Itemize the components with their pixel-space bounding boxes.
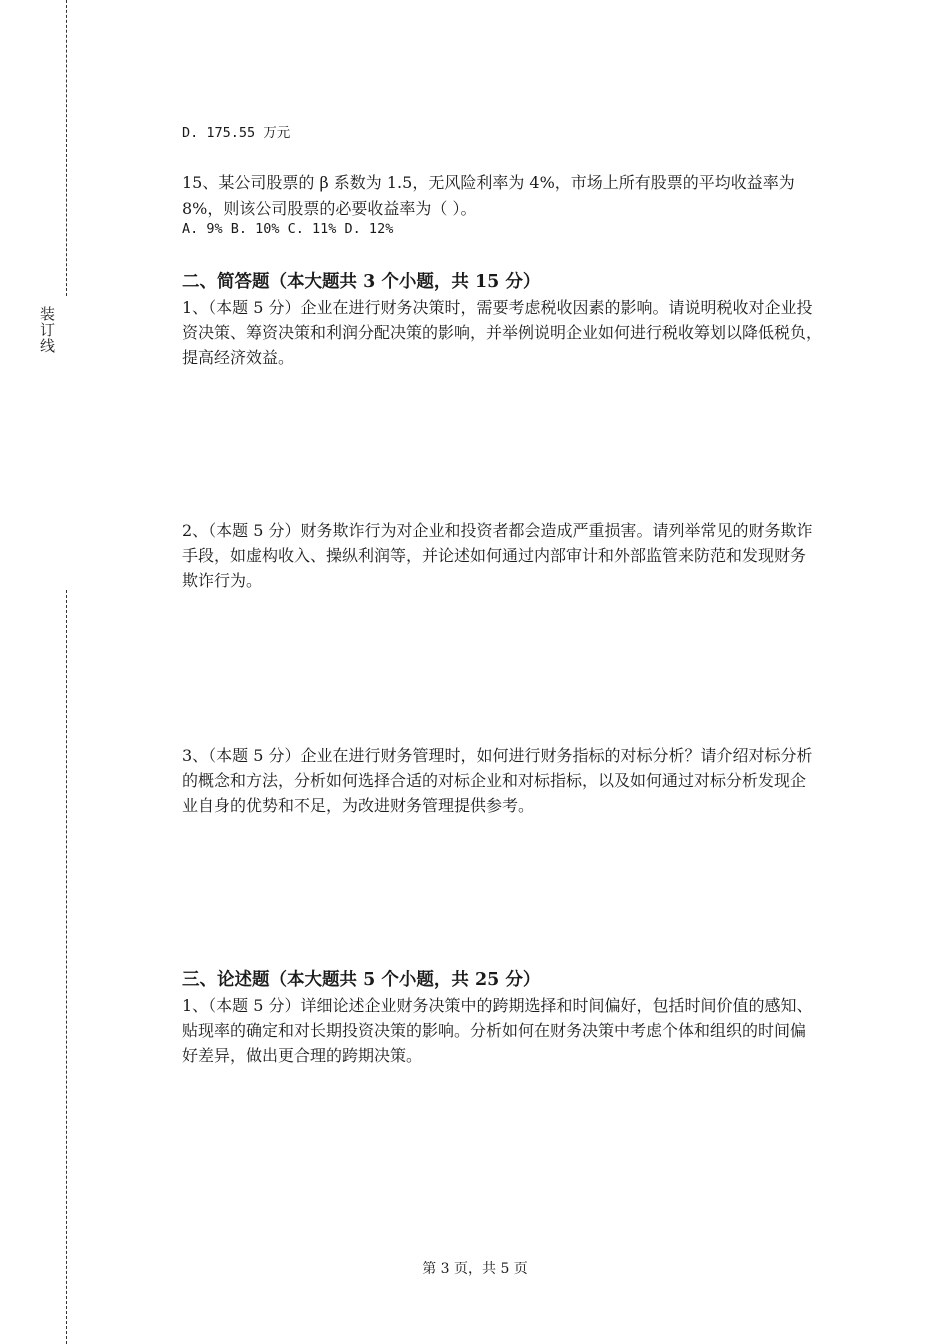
s2-q2-line-3: 欺诈行为。 — [182, 571, 263, 590]
binding-dashed-line-bottom — [66, 590, 67, 1344]
s2-q1-line-2: 资决策、筹资决策和利润分配决策的影响，并举例说明企业如何进行税收筹划以降低税负， — [182, 323, 823, 342]
binding-dashed-line-top — [66, 0, 67, 296]
s2-q1-line-3: 提高经济效益。 — [182, 348, 295, 367]
q15-stem-line-2: 8%，则该公司股票的必要收益率为（ ）。 — [182, 199, 477, 218]
s3-q1-line-2: 贴现率的确定和对长期投资决策的影响。分析如何在财务决策中考虑个体和组织的时间偏 — [182, 1021, 807, 1040]
binding-line-label: 装订线 — [38, 306, 56, 354]
q14-option-d: D. 175.55 万元 — [182, 125, 291, 141]
q15-options: A. 9% B. 10% C. 11% D. 12% — [182, 221, 394, 237]
section-3-title: 三、论述题（本大题共 5 个小题，共 25 分） — [182, 970, 541, 990]
section-2-title: 二、简答题（本大题共 3 个小题，共 15 分） — [182, 272, 541, 292]
s2-q2-line-2: 手段，如虚构收入、操纵利润等，并论述如何通过内部审计和外部监管来防范和发现财务 — [182, 546, 807, 565]
s2-q3-line-1: 3、（本题 5 分）企业在进行财务管理时，如何进行财务指标的对标分析？请介绍对标分析 — [182, 746, 813, 765]
s3-q1-line-3: 好差异，做出更合理的跨期决策。 — [182, 1046, 423, 1065]
s2-q3-line-3: 业自身的优势和不足，为改进财务管理提供参考。 — [182, 796, 535, 815]
s2-q1-line-1: 1、（本题 5 分）企业在进行财务决策时，需要考虑税收因素的影响。请说明税收对企业投 — [182, 298, 813, 317]
s2-q3-line-2: 的概念和方法，分析如何选择合适的对标企业和对标指标，以及如何通过对标分析发现企 — [182, 771, 807, 790]
s2-q2-line-1: 2、（本题 5 分）财务欺诈行为对企业和投资者都会造成严重损害。请列举常见的财务欺诈 — [182, 521, 813, 540]
q15-stem-line-1: 15、某公司股票的 β 系数为 1.5，无风险利率为 4%，市场上所有股票的平均收益率为 — [182, 173, 795, 192]
page-number-footer: 第 3 页，共 5 页 — [422, 1261, 528, 1277]
s3-q1-line-1: 1、（本题 5 分）详细论述企业财务决策中的跨期选择和时间偏好，包括时间价值的感知、 — [182, 996, 813, 1015]
